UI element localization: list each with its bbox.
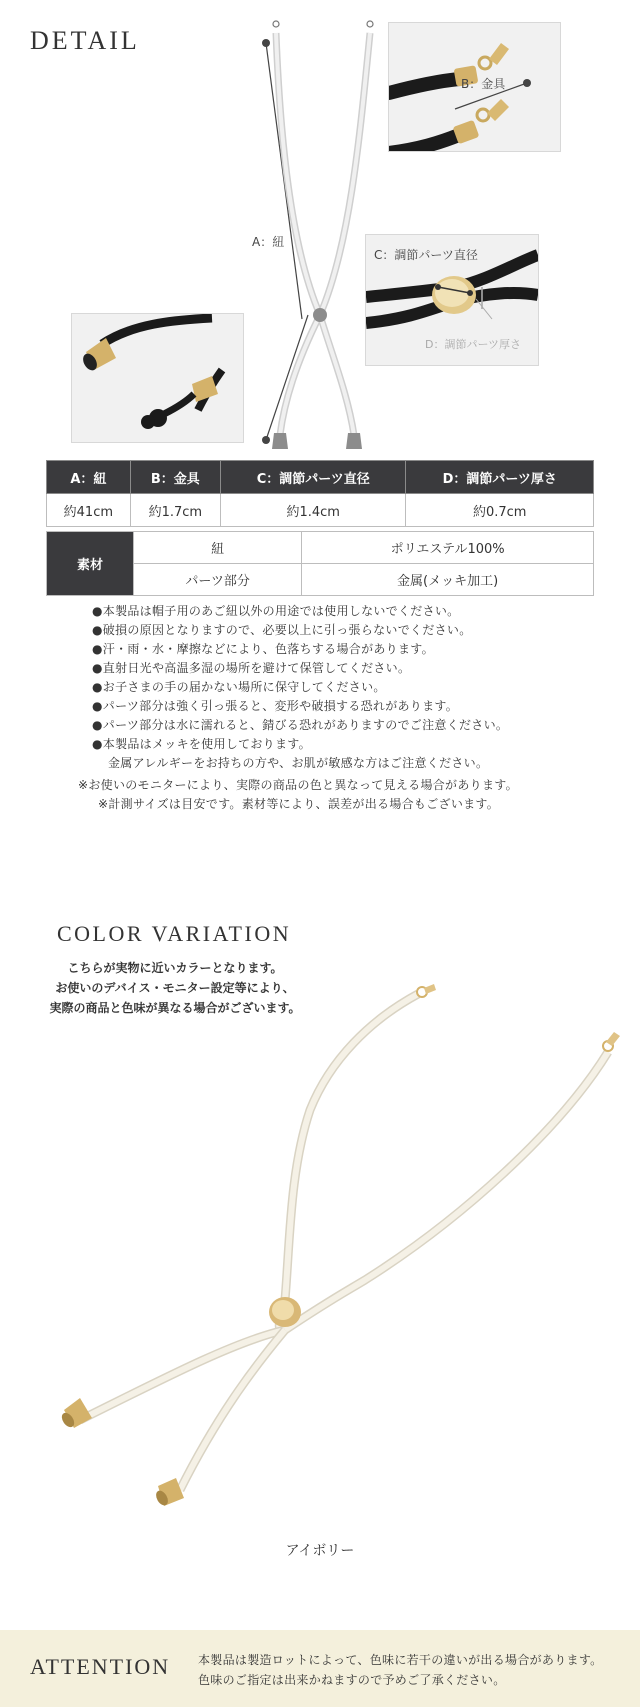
- size-table: [46, 460, 594, 527]
- note-item: ●お子さまの手の届かない場所に保守してください。: [92, 680, 386, 694]
- size-header-a: A：紐: [47, 461, 131, 494]
- photo-endcap: [71, 313, 244, 443]
- size-header-c: C：調節パーツ直径: [221, 461, 406, 494]
- footnote: ※計測サイズは目安です。素材等により、誤差が出る場合もございます。: [98, 797, 500, 811]
- attention-banner: [0, 1630, 640, 1707]
- note-item: 金属アレルギーをお持ちの方や、お肌が敏感な方はご注意ください。: [108, 756, 489, 770]
- size-header-b: B：金具: [130, 461, 220, 494]
- ivory-strap-image: [40, 980, 630, 1520]
- footnote: ※お使いのモニターにより、実際の商品の色と異なって見える場合があります。: [78, 778, 518, 792]
- size-header-d: D：調節パーツ厚さ: [406, 461, 594, 494]
- material-part: 紐: [134, 532, 302, 564]
- material-row: [47, 532, 594, 564]
- label-b: B：金具: [461, 77, 506, 91]
- size-table-header-row: [47, 461, 594, 494]
- color-name: アイボリー: [285, 1543, 355, 1559]
- material-table: [46, 531, 594, 596]
- material-value: ポリエステル100%: [302, 532, 594, 564]
- attention-heading: ATTENTION: [30, 1654, 171, 1679]
- note-item: ●パーツ部分は水に濡れると、錆びる恐れがありますのでご注意ください。: [92, 718, 509, 732]
- size-value-b: 約1.7cm: [130, 494, 220, 527]
- note-item: ●パーツ部分は強く引っ張ると、変形や破損する恐れがあります。: [92, 699, 459, 713]
- material-value: 金属(メッキ加工): [302, 564, 594, 596]
- size-value-d: 約0.7cm: [406, 494, 594, 527]
- description-line: こちらが実物に近いカラーとなります。: [67, 961, 283, 975]
- caution-notes: [92, 602, 508, 773]
- size-value-c: 約1.4cm: [221, 494, 406, 527]
- note-item: ●本製品はメッキを使用しております。: [92, 737, 311, 751]
- note-item: ●破損の原因となりますので、必要以上に引っ張らないでください。: [92, 623, 472, 637]
- attention-text: [198, 1650, 602, 1690]
- size-value-a: 約41cm: [47, 494, 131, 527]
- description-line: 実際の商品と色味が異なる場合がございます。: [49, 1001, 301, 1015]
- note-item: ●汗・雨・水・摩擦などにより、色落ちする場合があります。: [92, 642, 434, 656]
- attention-line: 本製品は製造ロットによって、色味に若干の違いが出る場合があります。: [198, 1653, 603, 1667]
- label-d: D：調節パーツ厚さ: [425, 338, 522, 351]
- note-item: ●直射日光や高温多湿の場所を避けて保管してください。: [92, 661, 411, 675]
- note-item: ●本製品は帽子用のあご紐以外の用途では使用しないでください。: [92, 604, 460, 618]
- description-line: お使いのデバイス・モニター設定等により、: [55, 981, 295, 995]
- material-part: パーツ部分: [134, 564, 302, 596]
- size-table-value-row: [47, 494, 594, 527]
- material-head: 素材: [47, 532, 134, 596]
- label-a: A：紐: [252, 235, 285, 249]
- label-c: C：調節パーツ直径: [374, 248, 478, 262]
- color-variation-heading: COLOR VARIATION: [57, 921, 292, 946]
- attention-line: 色味のご指定は出来かねますので予めご了承ください。: [198, 1673, 506, 1687]
- detail-heading: DETAIL: [30, 26, 140, 55]
